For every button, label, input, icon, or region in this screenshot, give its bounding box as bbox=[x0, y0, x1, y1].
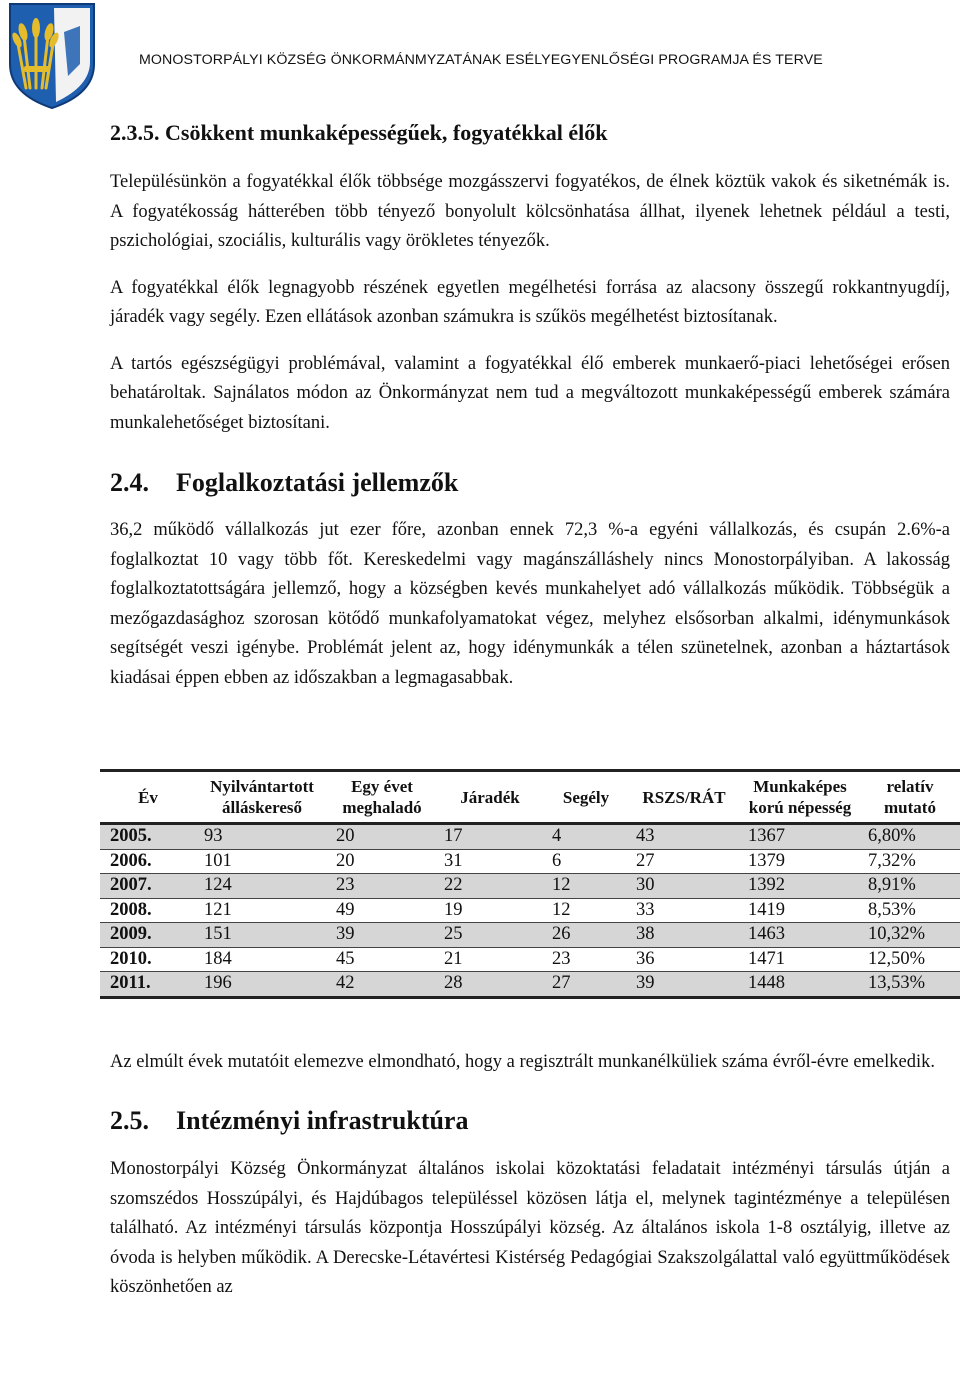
table-cell: 20 bbox=[336, 850, 355, 871]
column-header: RSZS/RÁT bbox=[642, 787, 726, 807]
table-cell: 23 bbox=[336, 875, 355, 895]
table-cell: 12 bbox=[552, 899, 571, 920]
section-heading-2-5 bbox=[110, 1103, 950, 1139]
table-cell: 25 bbox=[444, 924, 463, 944]
table-cell: 2009. bbox=[110, 924, 152, 944]
table-cell: 6 bbox=[552, 850, 562, 871]
table-cell: 39 bbox=[336, 924, 355, 944]
table-cell: 8,53% bbox=[868, 899, 916, 920]
table-cell: 2010. bbox=[110, 948, 152, 969]
paragraph: Monostorpályi Község Önkormányzat általános iskolai közoktatási feladatait intézményi társulás útján a szomszédos Hosszúpályi, és Hajdúbagos településsel közösen látja el, melynek tagintézménye a településen található. Az intézményi társulás központja Hosszúpályi község. Az általános iskola 1-8 osztályig, illetve az óvoda is helyben működik. A Derecske-Létavértesi Kistérség Pedagógiai Szakszolgálattal való együttműködések köszönhetően az bbox=[110, 1159, 950, 1297]
paragraph: Az elmúlt évek mutatóit elemezve elmondható, hogy a regisztrált munkanélküliek száma évről-évre emelkedik. bbox=[110, 1051, 936, 1072]
table-cell: 12,50% bbox=[868, 948, 926, 969]
table-cell: 2007. bbox=[110, 875, 152, 895]
table-row bbox=[100, 947, 960, 972]
table-cell: 6,80% bbox=[868, 826, 916, 846]
unemployment-table bbox=[100, 769, 960, 999]
column-header: Munkaképes korú népesség bbox=[748, 777, 852, 817]
column-header: Év bbox=[138, 787, 158, 807]
paragraph: A fogyatékkal élők legnagyobb részének egyetlen megélhetési forrása az alacsony összegű rokkantnyugdíj, járadék vagy segély. Ezen ellátások azonban számukra is szűkös megélhetést biztosítanak. bbox=[110, 277, 950, 327]
table-cell: 39 bbox=[636, 973, 655, 993]
document-body bbox=[110, 114, 950, 1303]
table-cell: 1448 bbox=[748, 973, 785, 993]
table-cell: 30 bbox=[636, 875, 655, 895]
section-title: Intézményi infrastruktúra bbox=[176, 1106, 469, 1135]
paragraph: Településünkön a fogyatékkal élők többsége mozgásszervi fogyatékos, de élnek köztük vakok és siketnémák is. A fogyatékosság hátterében több tényező bonyolult kölcsönhatása állhat, ilyenek lehetnek például a testi, pszichológiai, szociális, kulturális vagy örökletes tényezők. bbox=[110, 172, 950, 251]
table-cell: 45 bbox=[336, 948, 355, 969]
table-row bbox=[100, 824, 960, 850]
column-header: Nyilvántartott álláskereső bbox=[210, 777, 314, 817]
table-row bbox=[100, 849, 960, 874]
column-header: Egy évet meghaladó bbox=[342, 777, 422, 817]
table-cell: 151 bbox=[204, 924, 232, 944]
table-cell: 4 bbox=[552, 826, 562, 846]
coat-of-arms-icon bbox=[6, 2, 98, 110]
page-header bbox=[0, 0, 960, 110]
table-row bbox=[100, 898, 960, 923]
table-cell: 2008. bbox=[110, 899, 152, 920]
table-cell: 27 bbox=[636, 850, 655, 871]
table-cell: 26 bbox=[552, 924, 571, 944]
table-row bbox=[100, 923, 960, 948]
table-cell: 38 bbox=[636, 924, 655, 944]
table-cell: 1419 bbox=[748, 899, 785, 920]
table-cell: 21 bbox=[444, 948, 463, 969]
table-cell: 121 bbox=[204, 899, 232, 920]
table-cell: 31 bbox=[444, 850, 463, 871]
column-header: relatív mutató bbox=[884, 777, 936, 817]
table-cell: 27 bbox=[552, 973, 571, 993]
table-row bbox=[100, 874, 960, 899]
table-cell: 12 bbox=[552, 875, 571, 895]
table-cell: 22 bbox=[444, 875, 463, 895]
table-cell: 2011. bbox=[110, 973, 151, 993]
table-cell: 20 bbox=[336, 826, 355, 846]
table-cell: 1379 bbox=[748, 850, 785, 871]
unemployment-table-wrapper bbox=[100, 769, 960, 999]
section-number: 2.4. bbox=[110, 468, 149, 497]
table-cell: 43 bbox=[636, 826, 655, 846]
table-cell: 184 bbox=[204, 948, 232, 969]
table-cell: 17 bbox=[444, 826, 463, 846]
table-cell: 10,32% bbox=[868, 924, 926, 944]
table-row bbox=[100, 972, 960, 998]
table-cell: 2006. bbox=[110, 850, 152, 871]
column-header: Segély bbox=[562, 787, 610, 807]
table-cell: 13,53% bbox=[868, 973, 926, 993]
table-cell: 1463 bbox=[748, 924, 785, 944]
table-cell: 36 bbox=[636, 948, 655, 969]
table-cell: 28 bbox=[444, 973, 463, 993]
paragraph: A tartós egészségügyi problémával, valamint a fogyatékkal élő emberek munkaerő-piaci lehetőségei erősen behatároltak. Sajnálatos módon az Önkormányzat nem tud a megváltozott munkaképességű emberek számára munkalehetőséget biztosítani. bbox=[110, 353, 950, 433]
table-cell: 49 bbox=[336, 899, 355, 920]
table-cell: 93 bbox=[204, 826, 223, 846]
table-cell: 1392 bbox=[748, 875, 785, 895]
document-title: MONOSTORPÁLYI KÖZSÉG ÖNKORMÁNMYZATÁNAK ESÉLYEGYENLŐSÉGI PROGRAMJA ÉS TERVE bbox=[139, 52, 823, 68]
section-title: Foglalkoztatási jellemzők bbox=[176, 468, 459, 497]
table-cell: 33 bbox=[636, 899, 655, 920]
table-cell: 23 bbox=[552, 948, 571, 969]
table-cell: 101 bbox=[204, 850, 232, 871]
section-heading-2-4 bbox=[110, 466, 950, 500]
table-cell: 8,91% bbox=[868, 875, 916, 895]
paragraph: 36,2 működő vállalkozás jut ezer főre, azonban ennek 72,3 %-a egyéni vállalkozás, és csupán 2.6%-a foglalkoztat 10 vagy több főt. Kereskedelmi vagy magánszálláshely nincs Monostorpályiban. A lakosság foglalkoztatottságára jellemző, hogy a községben kevés munkahelyet adó vállalkozás működik. Többségük a mezőgazdasághoz szorosan kötődő munkafolyamatokat végez, melyhez elsősorban alkalmi, idénymunkások segítségét veszi igénybe. Problémát jelent az, hogy idénymunkák a télen szünetelnek, azonban a háztartások kiadásai éppen ebben az időszakban a legmagasabbak. bbox=[110, 520, 950, 688]
table-cell: 1367 bbox=[748, 826, 785, 846]
column-header: Járadék bbox=[460, 787, 520, 807]
table-cell: 196 bbox=[204, 973, 232, 993]
table-header-row bbox=[100, 771, 960, 824]
table-cell: 2005. bbox=[110, 826, 152, 846]
table-cell: 42 bbox=[336, 973, 355, 993]
table-cell: 7,32% bbox=[868, 850, 916, 871]
table-cell: 1471 bbox=[748, 948, 785, 969]
section-heading-2-3-5: 2.3.5. Csökkent munkaképességűek, fogyatékkal élők bbox=[110, 120, 608, 145]
section-number: 2.5. bbox=[110, 1106, 149, 1135]
table-cell: 19 bbox=[444, 899, 463, 920]
table-cell: 124 bbox=[204, 875, 232, 895]
